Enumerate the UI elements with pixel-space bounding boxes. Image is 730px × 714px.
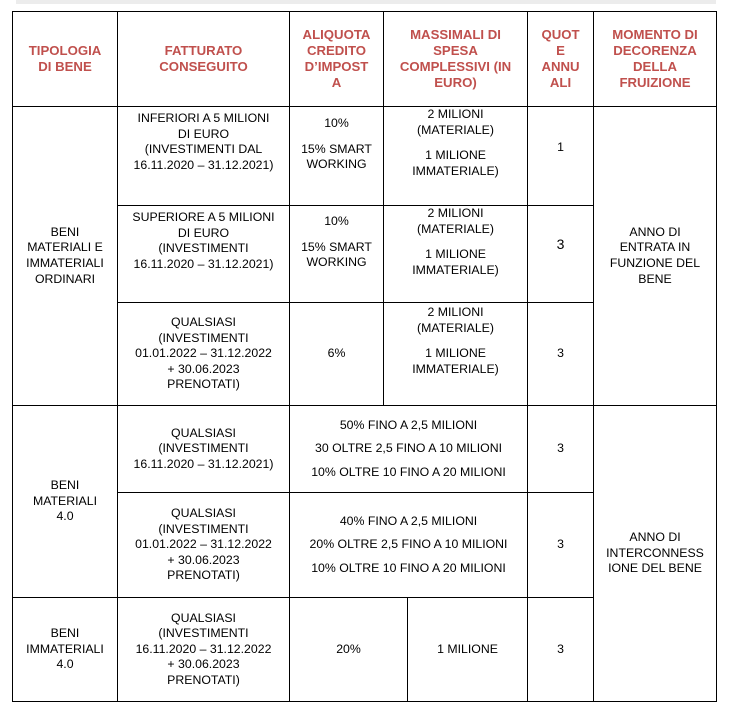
header-aliquota: ALIQUOTA CREDITO D’IMPOST A bbox=[302, 27, 371, 90]
row2-aliquota: 10% 15% SMART WORKING bbox=[301, 214, 372, 270]
row5-quote: 3 bbox=[557, 537, 564, 552]
row5-fatturato: QUALSIASI (INVESTIMENTI 01.01.2022 – 31.12.2022 + 30.06.2023 PRENOTATI) bbox=[135, 506, 272, 583]
row4-quote: 3 bbox=[557, 441, 564, 456]
row6-massimali: 1 MILIONE bbox=[437, 641, 498, 656]
decorrenza-industria-40: ANNO DI INTERCONNESS IONE DEL BENE bbox=[606, 530, 704, 576]
row2-fatturato: SUPERIORE A 5 MILIONI DI EURO (INVESTIMENTI 16.11.2020 – 31.12.2021) bbox=[132, 210, 275, 271]
group-beni-immateriali-40: BENI IMMATERIALI 4.0 bbox=[26, 626, 104, 672]
group-beni-ordinari: BENI MATERIALI E IMMATERIALI ORDINARI bbox=[26, 224, 104, 286]
row6-quote: 3 bbox=[557, 641, 564, 656]
header-quote: QUOT E ANNU ALI bbox=[541, 27, 580, 90]
row1-aliquota: 10% 15% SMART WORKING bbox=[301, 116, 372, 172]
row3-quote: 3 bbox=[557, 346, 564, 361]
header-massimali: MASSIMALI DI SPESA COMPLESSIVI (IN EURO) bbox=[399, 27, 512, 90]
row1-quote: 1 bbox=[557, 140, 564, 154]
header-momento: MOMENTO DI DECORENZA DELLA FRUIZIONE bbox=[612, 27, 698, 90]
row6-fatturato: QUALSIASI (INVESTIMENTI 16.11.2020 – 31.12.2022 + 30.06.2023 PRENOTATI) bbox=[135, 610, 272, 687]
row4-aliquote: 50% FINO A 2,5 MILIONI 30 OLTRE 2,5 FINO A 10 MILIONI 10% OLTRE 10 FINO A 20 MILIONI bbox=[311, 417, 506, 479]
row3-massimali: 2 MILIONI (MATERIALE) 1 MILIONE IMMATERIALE) bbox=[412, 305, 499, 376]
header-tipologia: TIPOLOGIA DI BENE bbox=[28, 43, 102, 74]
row3-fatturato: QUALSIASI (INVESTIMENTI 01.01.2022 – 31.12.2022 + 30.06.2023 PRENOTATI) bbox=[135, 315, 272, 392]
row4-fatturato: QUALSIASI (INVESTIMENTI 16.11.2020 – 31.12.2021) bbox=[133, 425, 274, 471]
decorrenza-ordinari: ANNO DI ENTRATA IN FUNZIONE DEL BENE bbox=[609, 224, 701, 286]
row3-aliquota: 6% bbox=[327, 346, 346, 361]
row2-massimali: 2 MILIONI (MATERIALE) 1 MILIONE IMMATERIALE) bbox=[412, 206, 499, 277]
group-beni-materiali-40: BENI MATERIALI 4.0 bbox=[33, 478, 97, 524]
row6-aliquota: 20% bbox=[336, 641, 361, 656]
row5-aliquote: 40% FINO A 2,5 MILIONI 20% OLTRE 2,5 FINO A 10 MILIONI 10% OLTRE 10 FINO A 20 MILIONI bbox=[309, 513, 508, 575]
row1-fatturato: INFERIORI A 5 MILIONI DI EURO (INVESTIMENTI DAL 16.11.2020 – 31.12.2021) bbox=[133, 111, 274, 172]
row1-massimali: 2 MILIONI (MATERIALE) 1 MILIONE IMMATERIALE) bbox=[412, 107, 499, 178]
row2-quote: 3 bbox=[556, 236, 565, 252]
header-fatturato: FATTURATO CONSEGUITO bbox=[159, 43, 248, 74]
